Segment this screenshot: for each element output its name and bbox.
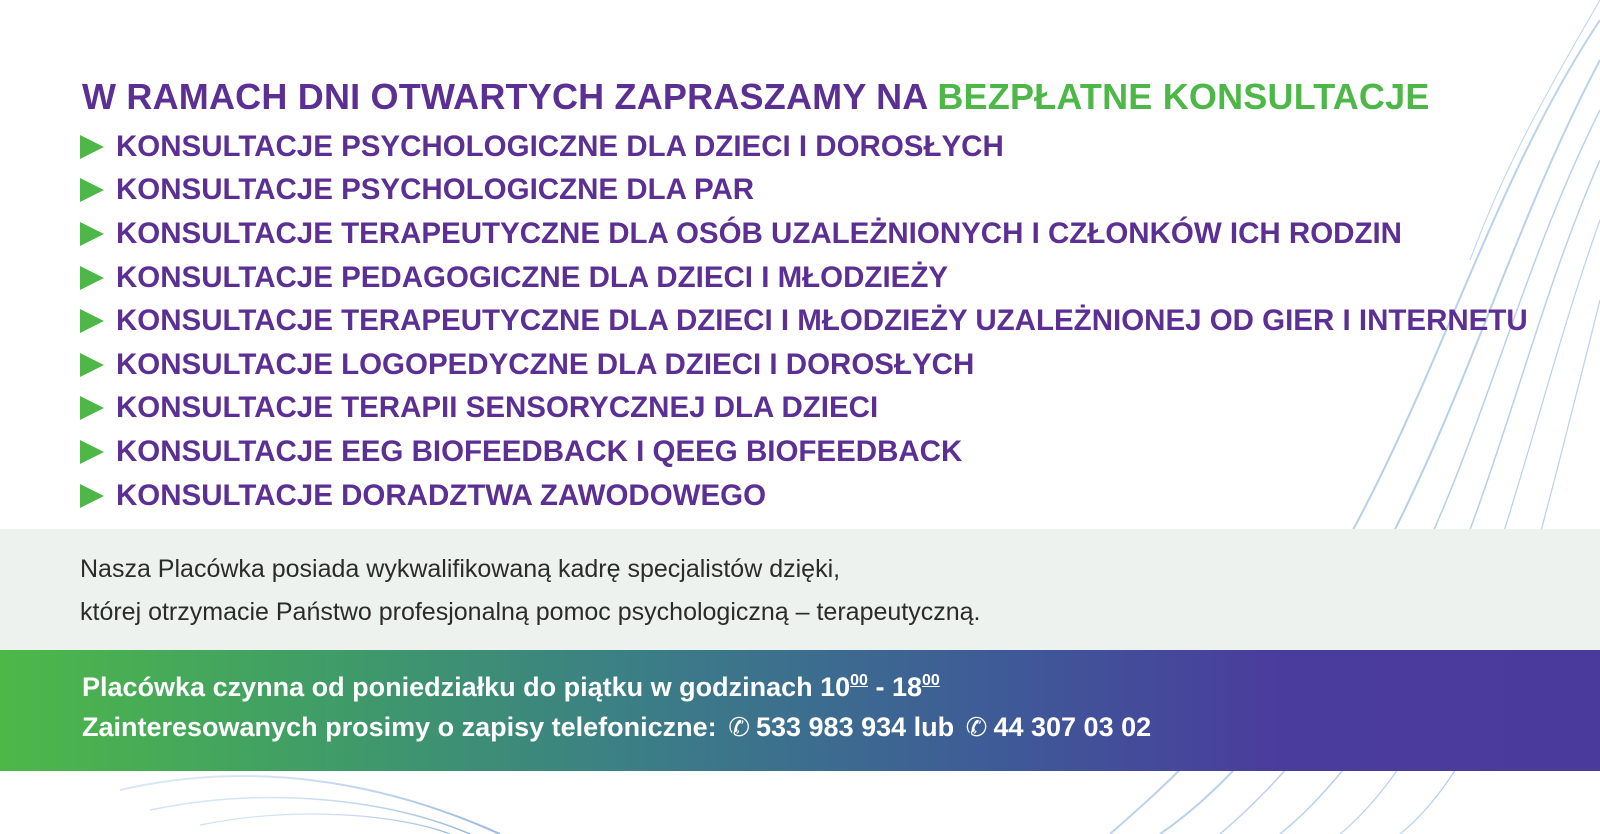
triangle-bullet-icon bbox=[80, 135, 104, 159]
consultation-label: KONSULTACJE LOGOPEDYCZNE DLA DZIECI I DOROSŁYCH bbox=[116, 347, 975, 381]
phone-info bbox=[82, 707, 1151, 747]
list-item bbox=[80, 343, 1528, 387]
triangle-bullet-icon bbox=[80, 396, 104, 420]
list-item bbox=[80, 387, 1528, 431]
triangle-bullet-icon bbox=[80, 222, 104, 246]
page-headline bbox=[82, 76, 1430, 118]
info-line-2: której otrzymacie Państwo profesjonalną pomoc psychologiczną – terapeutyczną. bbox=[80, 598, 981, 626]
phone-number-2[interactable]: 44 307 03 02 bbox=[993, 712, 1152, 742]
consultation-label: KONSULTACJE DORADZTWA ZAWODOWEGO bbox=[116, 478, 767, 512]
triangle-bullet-icon bbox=[80, 178, 104, 202]
list-item bbox=[80, 256, 1528, 300]
phone-icon: ✆ bbox=[965, 712, 988, 742]
hours-separator: - 18 bbox=[867, 672, 922, 702]
triangle-bullet-icon bbox=[80, 309, 104, 333]
list-item bbox=[80, 169, 1528, 213]
list-item bbox=[80, 125, 1528, 169]
consultation-label: KONSULTACJE PSYCHOLOGICZNE DLA PAR bbox=[116, 173, 755, 207]
list-item bbox=[80, 430, 1528, 474]
triangle-bullet-icon bbox=[80, 266, 104, 290]
triangle-bullet-icon bbox=[80, 353, 104, 377]
info-line-1: Nasza Placówka posiada wykwalifikowaną kadrę specjalistów dzięki, bbox=[80, 555, 841, 583]
phone-number-1[interactable]: 533 983 934 bbox=[755, 712, 907, 742]
consultation-label: KONSULTACJE PSYCHOLOGICZNE DLA DZIECI I DOROSŁYCH bbox=[116, 129, 1004, 163]
headline-main: W RAMACH DNI OTWARTYCH ZAPRASZAMY NA bbox=[82, 76, 928, 117]
phone-icon: ✆ bbox=[728, 712, 750, 742]
consultation-label: KONSULTACJE PEDAGOGICZNE DLA DZIECI I MŁODZIEŻY bbox=[116, 260, 949, 294]
contact-info bbox=[82, 661, 1151, 747]
hours-label: Placówka czynna od poniedziałku do piątku w godzinach 10 bbox=[82, 672, 851, 702]
consultation-label: KONSULTACJE EEG BIOFEEDBACK I QEEG BIOFEEDBACK bbox=[116, 434, 963, 468]
consultation-label: KONSULTACJE TERAPEUTYCZNE DLA DZIECI I MŁODZIEŻY UZALEŻNIONEJ OD GIER I INTERNETU bbox=[116, 304, 1528, 338]
headline-accent: BEZPŁATNE KONSULTACJE bbox=[937, 76, 1430, 117]
info-text bbox=[80, 548, 980, 634]
open-minutes: 00 bbox=[850, 672, 868, 689]
phone-connector: lub bbox=[913, 712, 955, 742]
phone-label: Zainteresowanych prosimy o zapisy telefoniczne: bbox=[82, 712, 717, 742]
close-minutes: 00 bbox=[921, 672, 940, 689]
list-item bbox=[80, 212, 1528, 256]
opening-hours bbox=[82, 661, 1151, 707]
consultation-label: KONSULTACJE TERAPEUTYCZNE DLA OSÓB UZALEŻNIONYCH I CZŁONKÓW ICH RODZIN bbox=[116, 216, 1402, 250]
list-item bbox=[80, 299, 1528, 343]
triangle-bullet-icon bbox=[80, 440, 104, 464]
list-item bbox=[80, 474, 1528, 518]
triangle-bullet-icon bbox=[80, 484, 104, 508]
consultation-label: KONSULTACJE TERAPII SENSORYCZNEJ DLA DZIECI bbox=[116, 391, 879, 425]
consultation-list bbox=[80, 125, 1528, 517]
